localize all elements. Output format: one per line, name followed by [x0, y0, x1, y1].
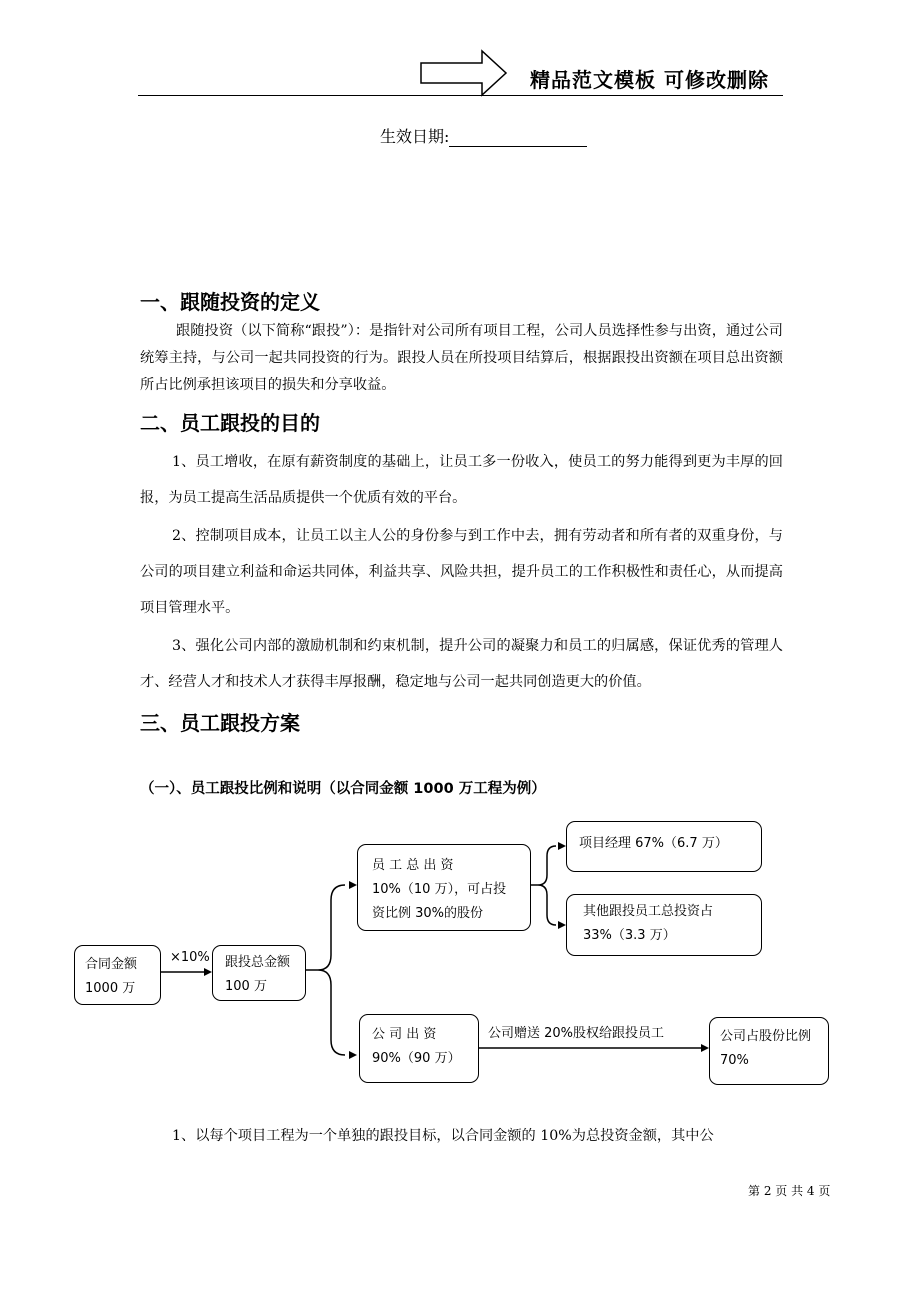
brace-employee [538, 846, 556, 925]
effective-date-blank [449, 128, 587, 147]
header-arrow-icon [421, 51, 506, 95]
section1-body: 跟随投资（以下简称“跟投”）：是指针对公司所有项目工程，公司人员选择性参与出资，通过公司统筹主持，与公司一起共同投资的行为。跟投人员在所投项目结算后，根据跟投出资额在项目总出资额所占比例承担该项目的损失和分享收益。 [140, 323, 783, 393]
box-total-investment: 跟投总金额100 万 [212, 945, 306, 1001]
label-equity-gift: 公司赠送 20%股权给跟投员工 [488, 1026, 665, 1041]
header-banner: 精品范文模板 可修改删除 [530, 68, 769, 92]
box-contract-amount: 合同金额 1000 万 [74, 945, 161, 1005]
label-multiplier: ×10% [170, 950, 210, 965]
box-company-share: 公司占股份比例 70% [709, 1017, 829, 1085]
header-rule [138, 95, 783, 96]
section3-item-1: 1、以每个项目工程为一个单独的跟投目标，以合同金额的 10%为总投资金额，其中公 [172, 1128, 714, 1144]
section3-subtitle: （一）、员工跟投比例和说明（以合同金额 1000 万工程为例） [140, 781, 546, 797]
effective-date-label: 生效日期: [380, 127, 450, 146]
section3-title: 三、员工跟投方案 [140, 711, 300, 735]
box-project-manager: 项目经理 67%（6.7 万） [566, 821, 762, 872]
section2-item-3: 3、强化公司内部的激励机制和约束机制，提升公司的凝聚力和员工的归属感，保证优秀的管理人才、经营人才和技术人才获得丰厚报酬，稳定地与公司一起共同创造更大的价值。 [140, 638, 783, 690]
section2-title: 二、员工跟投的目的 [140, 411, 320, 435]
box-employee-total: 员 工 总 出 资 10%（10 万），可占投资比例 30%的股份 [357, 844, 531, 931]
page-footer: 第 2 页 共 4 页 [748, 1184, 831, 1198]
section2-item-2: 2、控制项目成本，让员工以主人公的身份参与到工作中去，拥有劳动者和所有者的双重身份，与公司的项目建立利益和命运共同体，利益共享、风险共担，提升员工的工作积极性和责任心，从而提高项目管理水平。 [140, 528, 783, 616]
brace-total [318, 885, 345, 1055]
section2-item-1: 1、员工增收，在原有薪资制度的基础上，让员工多一份收入，使员工的努力能得到更为丰厚的回报，为员工提高生活品质提供一个优质有效的平台。 [140, 454, 783, 506]
effective-date [380, 124, 587, 147]
box-company-investment: 公 司 出 资 90%（90 万） [359, 1014, 479, 1083]
box-other-employees: 其他跟投员工总投资占33%（3.3 万） [566, 894, 762, 956]
section1-title: 一、跟随投资的定义 [140, 290, 320, 314]
